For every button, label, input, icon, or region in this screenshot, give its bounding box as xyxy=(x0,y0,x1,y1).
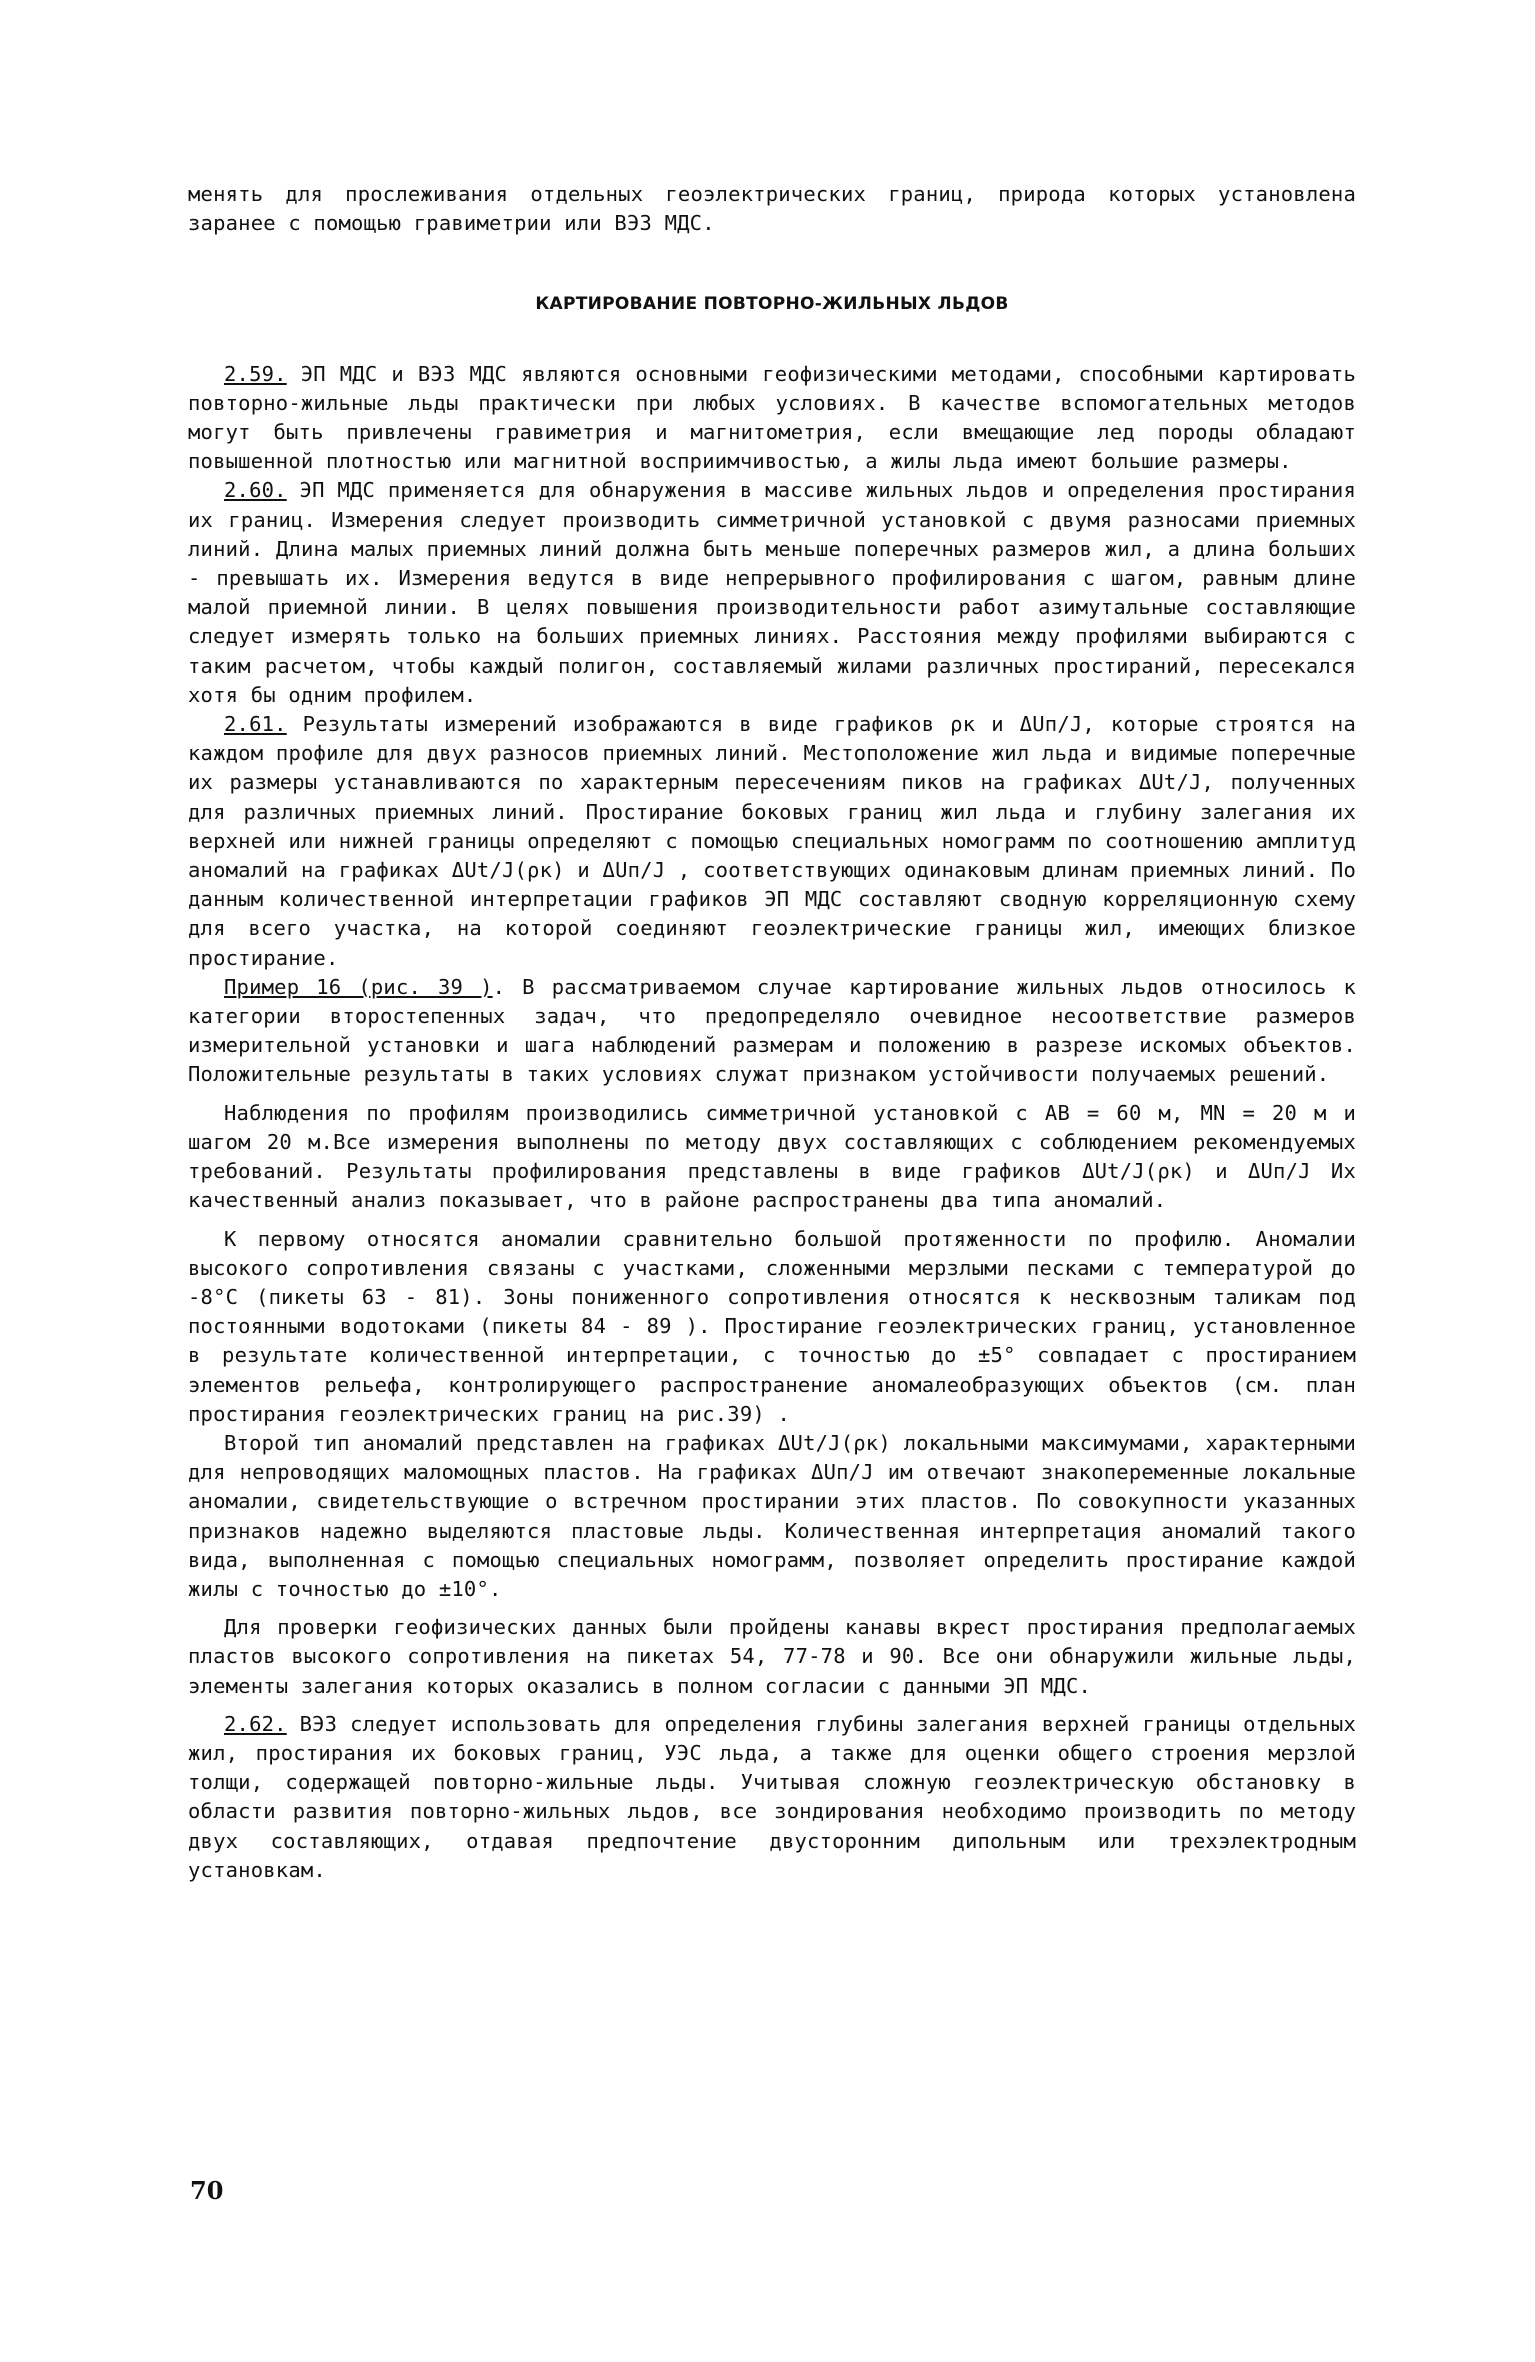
page-number: 70 xyxy=(190,2176,224,2205)
paragraph-number: 2.59. xyxy=(224,361,287,386)
paragraph-number: 2.61. xyxy=(224,712,287,737)
paragraph-text: . В рассматриваемом случае картирование жильных льдов относилось к категории второстепенных задач, что предопределяло очевидное несоответствие размеров измерительной установки и шага наблюдений размерам и положению в разрезе искомых объектов. Положительные результаты в таких условиях служат признаком устойчивости получаемых решений. xyxy=(188,974,1356,1087)
paragraph-2-59 xyxy=(188,360,1356,477)
paragraph-text: Результаты измерений изображаются в виде графиков ρк и ΔUп/J, которые строятся на каждом профиле для двух разносов приемных линий. Местоположение жил льда и видимые поперечные их размеры устанавливаются по характерным пересечениям пиков на графиках ΔUt/J, полученных для различных приемных линий. Простирание боковых границ жил льда и глубину залегания их верхней или нижней границы определяют с помощью специальных номограмм по соотношению амплитуд аномалий на графиках ΔUt/J(ρк) и ΔUп/J , соответствующих одинаковым длинам приемных линий. По данным количественной интерпретации графиков ЭП МДС составляют сводную корреляционную схему для всего участка, на которой соединяют геоэлектрические границы жил, имеющих близкое простирание. xyxy=(188,712,1356,970)
paragraph-text: ЭП МДС применяется для обнаружения в массиве жильных льдов и определения простирания их границ. Измерения следует производить симметричной установкой с двумя разносами приемных линий. Длина малых приемных линий должна быть меньше поперечных размеров жил, а длина больших - превышать их. Измерения ведутся в виде непрерывного профилирования с шагом, равным длине малой приемной линии. В целях повышения производительности работ азимутальные составляющие следует измерять только на больших приемных линиях. Расстояния между профилями выбираются с таким расчетом, чтобы каждый полигон, составляемый жилами различных простираний, пересекался хотя бы одним профилем. xyxy=(188,478,1356,707)
paragraph-text: ЭП МДС и ВЭЗ МДС являются основными геофизическими методами, способными картировать повторно-жильные льды практически при любых условиях. В качестве вспомогательных методов могут быть привлечены гравиметрия и магнитометрия, если вмещающие лед породы обладают повышенной плотностью или магнитной восприимчивостью, а жилы льда имеют большие размеры. xyxy=(188,361,1356,474)
paragraph-2-61 xyxy=(188,710,1356,973)
second-type-paragraph: Второй тип аномалий представлен на графиках ΔUt/J(ρк) локальными максимумами, характерными для непроводящих маломощных пластов. На графиках ΔUп/J им отвечают знакопеременные локальные аномалии, свидетельствующие о встречном простирании этих пластов. По совокупности указанных признаков надежно выделяются пластовые льды. Количественная интерпретация аномалий такого вида, выполненная с помощью специальных номограмм, позволяет определить простирание каждой жилы с точностью до ±10°. xyxy=(188,1430,1356,1601)
observations-paragraph: Наблюдения по профилям производились симметричной установкой с АВ = 60 м, MN = 20 м и шагом 20 м.Все измерения выполнены по методу двух составляющих с соблюдением рекомендуемых требований. Результаты профилирования представлены в виде графиков ΔUt/J(ρк) и ΔUп/J Их качественный анализ показывает, что в районе распространены два типа аномалий. xyxy=(188,1100,1356,1213)
intro-paragraph: менять для прослеживания отдельных геоэлектрических границ, природа которых установлена заранее с помощью гравиметрии или ВЭЗ МДС. xyxy=(188,182,1356,236)
paragraph-2-60 xyxy=(188,476,1356,710)
page-content xyxy=(188,180,1356,1885)
paragraph-number: 2.60. xyxy=(224,478,287,503)
paragraph-number: 2.62. xyxy=(224,1711,287,1736)
example-paragraph xyxy=(188,973,1356,1090)
paragraph-2-62 xyxy=(188,1710,1356,1885)
section-heading: КАРТИРОВАНИЕ ПОВТОРНО-ЖИЛЬНЫХ ЛЬДОВ xyxy=(535,294,1009,315)
verification-paragraph: Для проверки геофизических данных были пройдены канавы вкрест простирания предполагаемых пластов высокого сопротивления на пикетах 54, 77-78 и 90. Все они обнаружили жильные льды, элементы залегания которых оказались в полном согласии с данными ЭП МДС. xyxy=(188,1615,1356,1698)
example-label: Пример 16 (рис. 39 ) xyxy=(224,974,493,999)
first-type-paragraph: К первому относятся аномалии сравнительно большой протяженности по профилю. Аномалии высокого сопротивления связаны с участками, сложенными мерзлыми песками с температурой до -8°С (пикеты 63 - 81). Зоны пониженного сопротивления относятся к несквозным таликам под постоянными водотоками (пикеты 84 - 89 ). Простирание геоэлектрических границ, установленное в результате количественной интерпретации, с точностью до ±5° совпадает с простиранием элементов рельефа, контролирующего распространение аномалеобразующих объектов (см. план простирания геоэлектрических границ на рис.39) . xyxy=(188,1226,1356,1426)
paragraph-text: ВЭЗ следует использовать для определения глубины залегания верхней границы отдельных жил, простирания их боковых границ, УЭС льда, а также для оценки общего строения мерзлой толщи, содержащей повторно-жильные льды. Учитывая сложную геоэлектрическую обстановку в области развития повторно-жильных льдов, все зондирования необходимо производить по методу двух составляющих, отдавая предпочтение двусторонним дипольным или трехэлектродным установкам. xyxy=(188,1711,1356,1882)
